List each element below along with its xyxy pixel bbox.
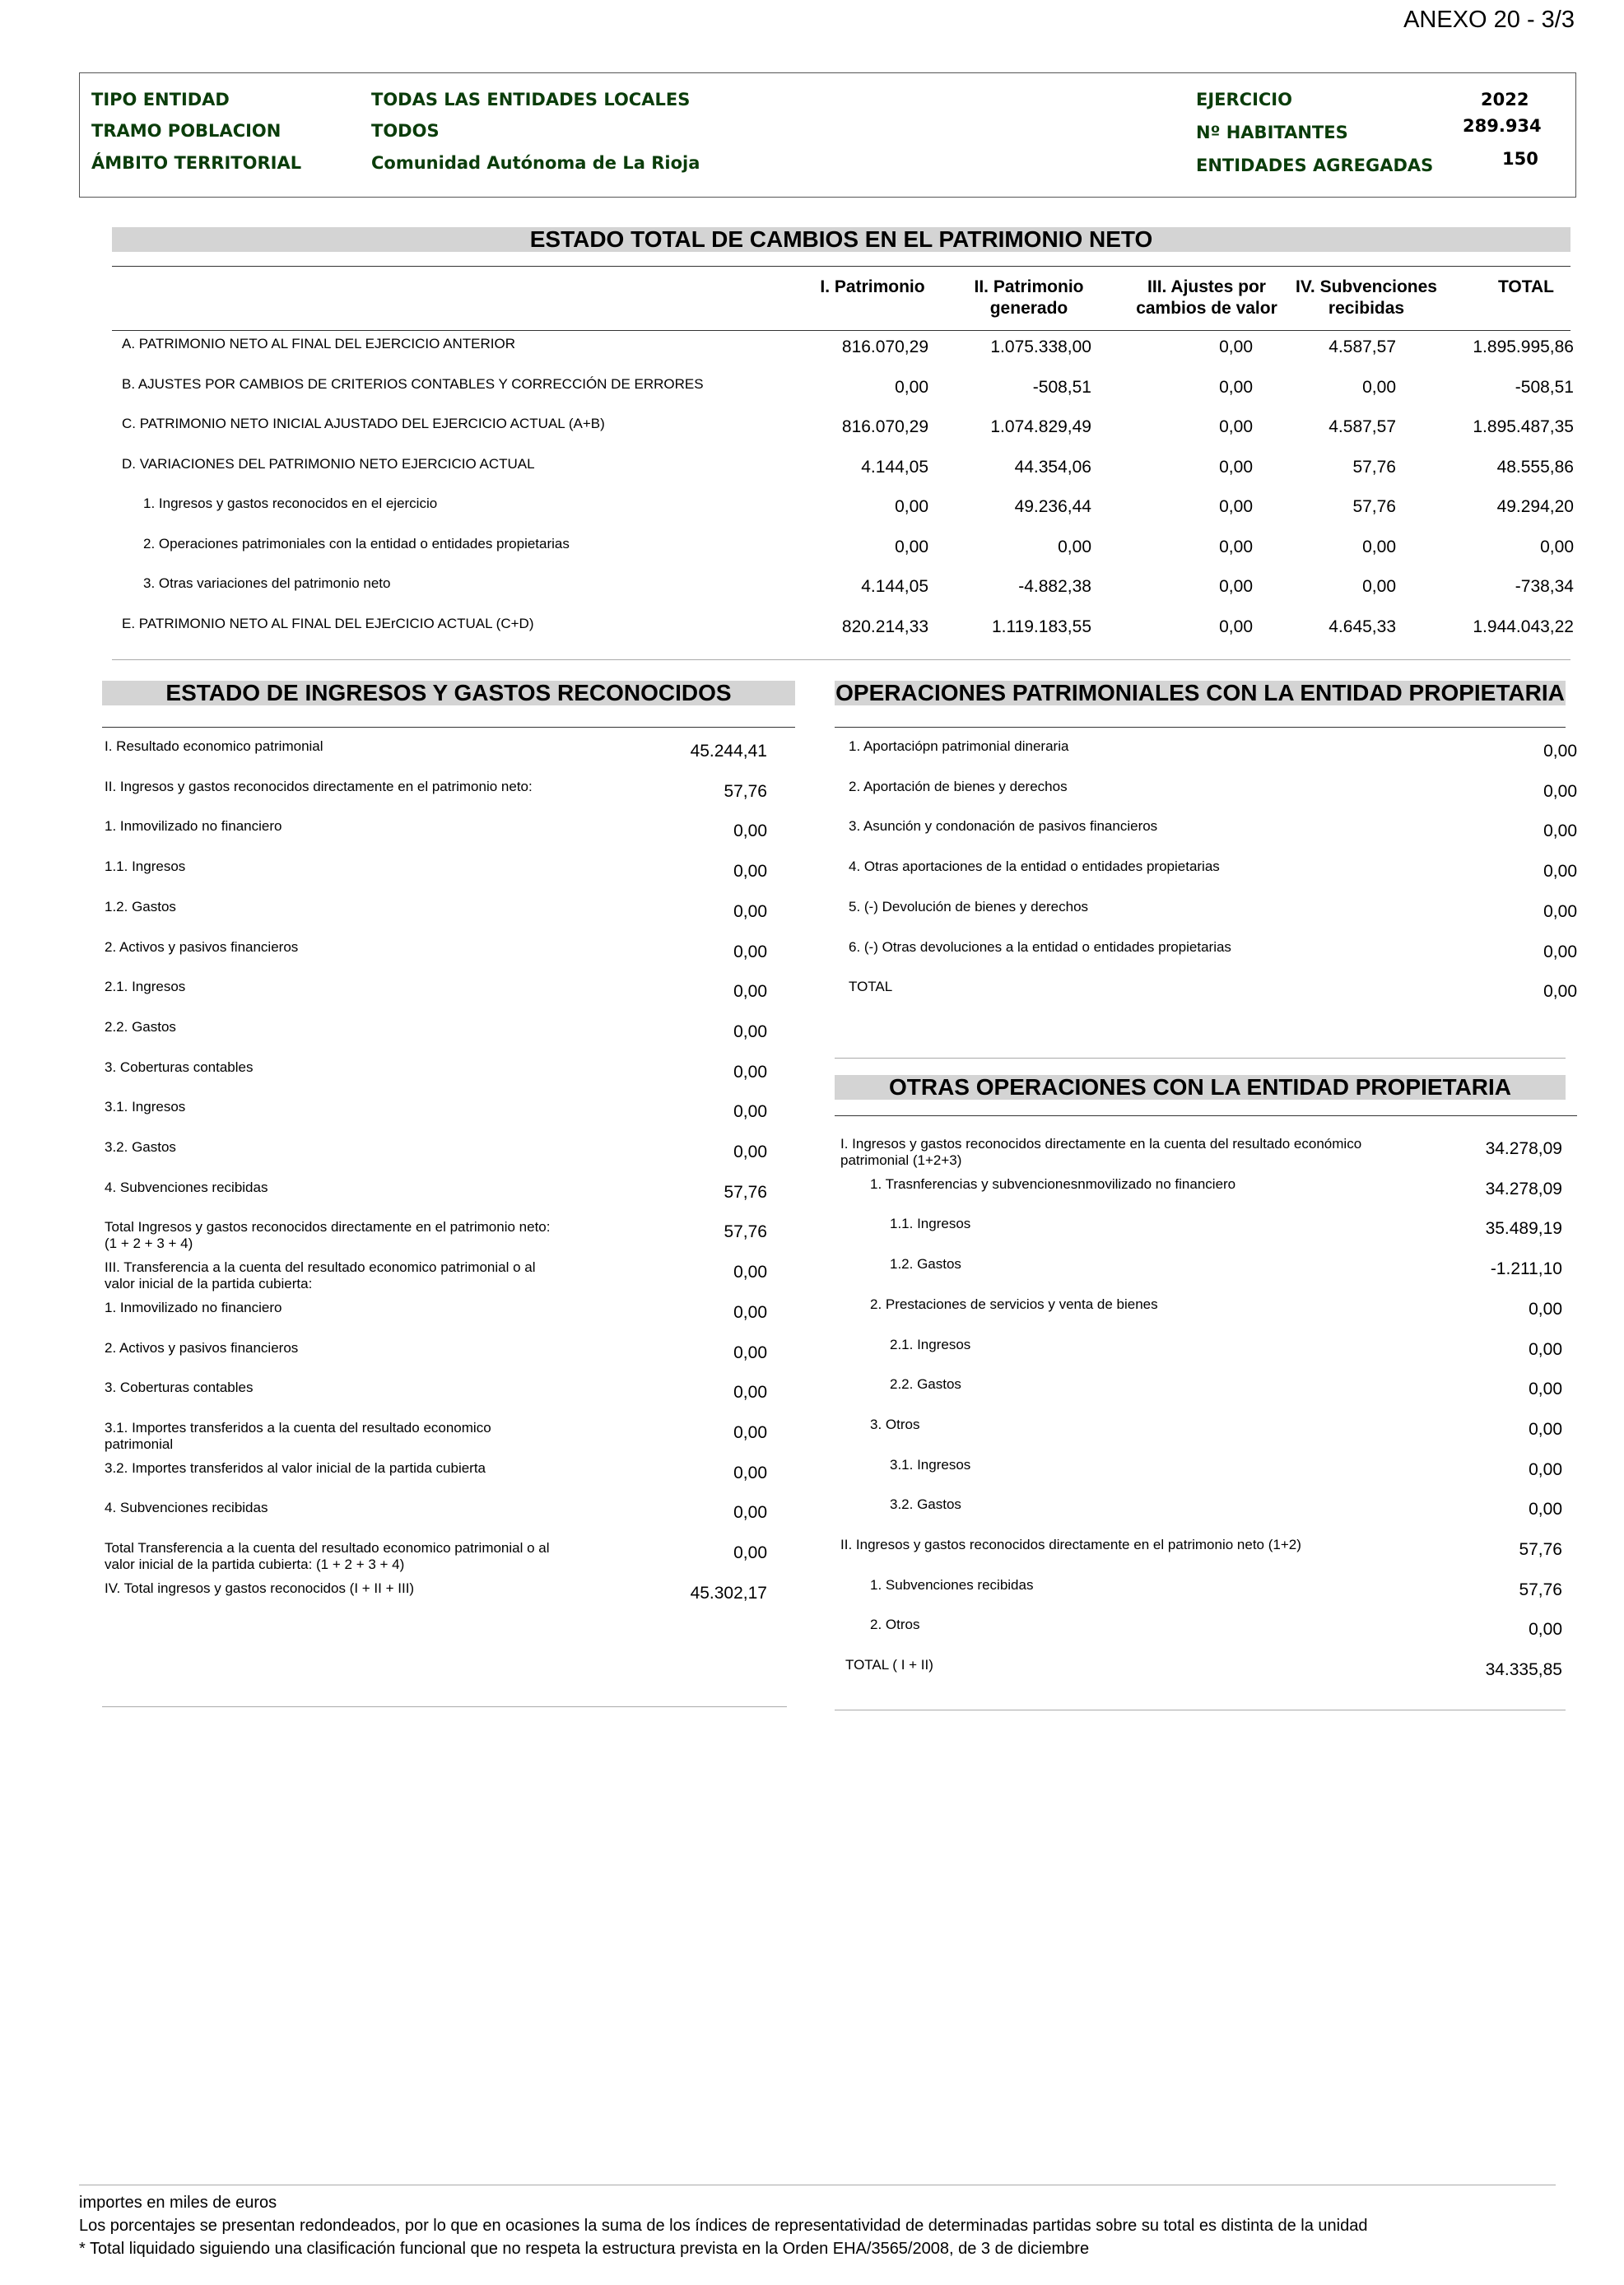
row-value: 44.354,06: [1014, 457, 1091, 477]
item-label: TOTAL: [849, 979, 893, 995]
row-value: 0,00: [1219, 337, 1253, 356]
item-value: 0,00: [733, 1102, 767, 1122]
column-header: IV. Subvenciones recibidas: [1296, 277, 1437, 318]
tipo-entidad-label: TIPO ENTIDAD: [91, 90, 230, 109]
item-label: 2. Prestaciones de servicios y venta de bienes: [870, 1296, 1158, 1312]
row-value: 48.555,86: [1496, 457, 1574, 477]
row-value: 0,00: [1219, 417, 1253, 436]
column-header: I. Patrimonio: [820, 277, 925, 296]
row-value: 820.214,33: [841, 617, 928, 636]
list-item: [0, 1136, 1624, 1172]
row-value: 49.294,20: [1496, 497, 1574, 516]
item-label: 1. Inmovilizado no financiero: [105, 1299, 282, 1315]
item-label: IV. Total ingresos y gastos reconocidos (I + II + III): [105, 1580, 415, 1596]
column-header: TOTAL: [1497, 277, 1555, 296]
item-value: 35.489,19: [1485, 1219, 1562, 1239]
item-label: 2. Otros: [870, 1617, 920, 1633]
item-label: I. Ingresos y gastos reconocidos directamente en la cuenta del resultado económico patrimonial (1+2+3): [840, 1136, 1362, 1168]
item-label: 4. Otras aportaciones de la entidad o entidades propietarias: [849, 859, 1220, 875]
row-value: 0,00: [1058, 537, 1091, 556]
row-value: 0,00: [1219, 377, 1253, 397]
item-value: 57,76: [724, 1222, 767, 1242]
item-label: 2.1. Ingresos: [890, 1336, 971, 1352]
item-label: 5. (-) Devolución de bienes y derechos: [849, 898, 1089, 914]
item-value: 0,00: [733, 1302, 767, 1322]
row-value: 1.944.043,22: [1473, 617, 1574, 636]
item-label: Total Transferencia a la cuenta del resultado economico patrimonial o al valor inicial de la partida cubierta: (1 + 2 + 3 + 4): [105, 1540, 550, 1572]
item-label: Total Ingresos y gastos reconocidos directamente en el patrimonio neto: (1 + 2 + 3 + 4): [105, 1219, 551, 1252]
row-value: 1.895.995,86: [1473, 337, 1574, 356]
row-value: 49.236,44: [1014, 497, 1091, 516]
row-value: 4.587,57: [1329, 337, 1396, 356]
list-item: [0, 1657, 1624, 1693]
item-value: 57,76: [724, 781, 767, 801]
item-label: 2. Activos y pasivos financieros: [105, 938, 299, 955]
item-label: 3. Coberturas contables: [105, 1380, 254, 1396]
row-value: 0,00: [1219, 617, 1253, 636]
item-label: 4. Subvenciones recibidas: [105, 1179, 268, 1195]
item-label: 3. Otros: [870, 1416, 920, 1432]
item-label: 3.1. Ingresos: [890, 1456, 971, 1473]
item-label: 1.2. Gastos: [890, 1256, 961, 1273]
list-item: [0, 1337, 1624, 1373]
item-value: 34.335,85: [1485, 1660, 1562, 1680]
habitantes-label: Nº HABITANTES: [1196, 123, 1348, 142]
entidades-agregadas-value: 150: [1502, 149, 1538, 169]
list-item: [0, 1216, 1624, 1252]
list-item: [0, 1296, 1624, 1333]
row-value: 0,00: [895, 377, 928, 397]
item-value: 34.278,09: [1485, 1179, 1562, 1198]
row-value: 1.074.829,49: [990, 417, 1091, 436]
row-value: 0,00: [1362, 377, 1396, 397]
habitantes-value: 289.934: [1463, 116, 1542, 136]
item-value: 0,00: [1529, 1459, 1562, 1479]
ejercicio-value: 2022: [1481, 90, 1529, 109]
row-value: -738,34: [1515, 577, 1574, 596]
item-value: 0,00: [1543, 942, 1577, 961]
row-label: 2. Operaciones patrimoniales con la entidad o entidades propietarias: [143, 535, 570, 551]
item-label: 2.2. Gastos: [105, 1018, 176, 1035]
item-value: 0,00: [733, 1142, 767, 1161]
item-label: TOTAL ( I + II): [845, 1657, 933, 1673]
column-header: III. Ajustes por cambios de valor: [1136, 277, 1277, 318]
item-value: 0,00: [733, 862, 767, 882]
row-value: 57,76: [1352, 497, 1396, 516]
row-value: -508,51: [1515, 377, 1574, 397]
list-item: [0, 1617, 1624, 1653]
row-value: 1.075.338,00: [990, 337, 1091, 356]
item-value: 0,00: [1529, 1339, 1562, 1359]
item-label: 3. Coberturas contables: [105, 1059, 254, 1075]
item-value: 0,00: [1543, 901, 1577, 921]
entidades-agregadas-label: ENTIDADES AGREGADAS: [1196, 156, 1434, 175]
row-value: 57,76: [1352, 457, 1396, 477]
list-item: [0, 1256, 1624, 1292]
item-label: II. Ingresos y gastos reconocidos directamente en el patrimonio neto:: [105, 778, 533, 794]
item-value: 0,00: [733, 1062, 767, 1082]
ejercicio-label: EJERCICIO: [1196, 90, 1292, 109]
ambito-territorial-value: Comunidad Autónoma de La Rioja: [371, 153, 700, 173]
item-label: 1. Trasnferencias y subvencionesnmovilizado no financiero: [870, 1175, 1236, 1192]
row-label: D. VARIACIONES DEL PATRIMONIO NETO EJERCICIO ACTUAL: [122, 455, 535, 472]
item-label: II. Ingresos y gastos reconocidos directamente en el patrimonio neto (1+2): [840, 1537, 1301, 1552]
ingresos-title: ESTADO DE INGRESOS Y GASTOS RECONOCIDOS: [102, 681, 795, 705]
item-label: I. Resultado economico patrimonial: [105, 738, 323, 754]
item-label: 2.1. Ingresos: [105, 979, 186, 995]
item-label: 1.2. Gastos: [105, 898, 176, 914]
footer-note-units: importes en miles de euros: [79, 2194, 277, 2212]
item-value: -1.211,10: [1490, 1259, 1562, 1279]
row-label: B. AJUSTES POR CAMBIOS DE CRITERIOS CONTABLES Y CORRECCIÓN DE ERRORES: [122, 375, 704, 392]
row-value: 0,00: [895, 537, 928, 556]
row-label: 3. Otras variaciones del patrimonio neto: [143, 575, 391, 591]
item-label: 3.1. Ingresos: [105, 1099, 186, 1115]
row-value: -508,51: [1032, 377, 1091, 397]
item-value: 0,00: [733, 821, 767, 841]
item-value: 0,00: [733, 1343, 767, 1362]
item-label: 3.2. Importes transferidos al valor inicial de la partida cubierta: [105, 1459, 486, 1476]
item-value: 0,00: [1543, 821, 1577, 841]
annex-label: ANEXO 20 - 3/3: [1403, 7, 1575, 33]
list-item: [0, 1457, 1624, 1493]
row-value: 0,00: [1219, 537, 1253, 556]
list-item: [0, 1417, 1624, 1453]
item-value: 0,00: [733, 982, 767, 1002]
item-label: III. Transferencia a la cuenta del resultado economico patrimonial o al valor inicial de la partida cubierta:: [105, 1259, 536, 1292]
item-label: 6. (-) Otras devoluciones a la entidad o entidades propietarias: [849, 938, 1231, 955]
tramo-poblacion-value: TODOS: [371, 121, 440, 141]
item-value: 45.302,17: [690, 1583, 767, 1603]
item-value: 34.278,09: [1485, 1139, 1562, 1158]
footer-note-rounding: Los porcentajes se presentan redondeados, por lo que en ocasiones la suma de los índices de representatividad de determinadas partidas sobre su total es distinta de la unidad: [79, 2217, 1368, 2235]
list-item: [0, 1537, 1624, 1573]
item-value: 0,00: [733, 1503, 767, 1523]
item-value: 0,00: [1543, 781, 1577, 801]
item-value: 0,00: [733, 1422, 767, 1442]
row-value: 0,00: [1540, 537, 1574, 556]
otras-title: OTRAS OPERACIONES CON LA ENTIDAD PROPIETARIA: [835, 1075, 1566, 1100]
item-value: 0,00: [1529, 1620, 1562, 1640]
row-label: C. PATRIMONIO NETO INICIAL AJUSTADO DEL EJERCICIO ACTUAL (A+B): [122, 416, 605, 431]
item-value: 0,00: [1529, 1380, 1562, 1399]
footer-notes: [79, 2191, 1367, 2260]
row-value: 816.070,29: [841, 337, 928, 356]
row-value: 4.587,57: [1329, 417, 1396, 436]
row-value: 4.645,33: [1329, 617, 1396, 636]
row-value: 0,00: [1219, 497, 1253, 516]
item-value: 0,00: [733, 1263, 767, 1282]
list-item: [0, 1577, 1624, 1613]
item-label: 3.1. Importes transferidos a la cuenta del resultado economico patrimonial: [105, 1419, 491, 1452]
item-label: 1. Inmovilizado no financiero: [105, 818, 282, 835]
item-label: 2.2. Gastos: [890, 1376, 961, 1393]
item-value: 0,00: [733, 901, 767, 921]
item-value: 0,00: [733, 942, 767, 961]
item-value: 0,00: [1543, 982, 1577, 1002]
item-value: 0,00: [733, 1022, 767, 1041]
row-label: A. PATRIMONIO NETO AL FINAL DEL EJERCICIO ANTERIOR: [122, 336, 515, 351]
item-value: 45.244,41: [690, 742, 767, 761]
column-header: II. Patrimonio generado: [974, 277, 1084, 318]
row-value: 1.119.183,55: [991, 617, 1091, 636]
item-label: 1. Subvenciones recibidas: [870, 1576, 1034, 1593]
item-value: 0,00: [733, 1383, 767, 1403]
item-value: 57,76: [1519, 1580, 1562, 1599]
ambito-territorial-label: ÁMBITO TERRITORIAL: [91, 153, 302, 173]
row-label: 1. Ingresos y gastos reconocidos en el ejercicio: [143, 496, 438, 511]
footer-note-classification: * Total liquidado siguiendo una clasificación funcional que no respeta la estructura prevista en la Orden EHA/3565/2008, de 3 de diciembre: [79, 2240, 1090, 2258]
operaciones-title: OPERACIONES PATRIMONIALES CON LA ENTIDAD PROPIETARIA: [835, 680, 1565, 705]
item-value: 57,76: [1519, 1540, 1562, 1559]
item-value: 0,00: [733, 1543, 767, 1562]
row-value: 1.895.487,35: [1473, 417, 1574, 436]
list-item: [0, 1376, 1624, 1412]
item-value: 0,00: [1529, 1299, 1562, 1319]
row-value: 0,00: [1219, 457, 1253, 477]
item-value: 0,00: [1529, 1419, 1562, 1439]
row-value: 0,00: [1362, 577, 1396, 596]
item-label: 3.2. Gastos: [890, 1496, 961, 1513]
item-value: 57,76: [724, 1182, 767, 1202]
row-value: 4.144,05: [861, 457, 928, 477]
list-item: [0, 1496, 1624, 1533]
item-label: 3.2. Gastos: [105, 1139, 176, 1155]
item-label: 1. Aportaciópn patrimonial dineraria: [849, 738, 1069, 754]
row-value: 4.144,05: [861, 577, 928, 596]
row-value: 0,00: [895, 497, 928, 516]
item-label: 3. Asunción y condonación de pasivos financieros: [849, 818, 1158, 835]
cambios-title: ESTADO TOTAL DE CAMBIOS EN EL PATRIMONIO NETO: [112, 227, 1570, 252]
row-label: E. PATRIMONIO NETO AL FINAL DEL EJErCICIO ACTUAL (C+D): [122, 615, 534, 631]
list-item: [0, 1176, 1624, 1212]
row-value: 0,00: [1362, 537, 1396, 556]
row-value: 816.070,29: [841, 417, 928, 436]
item-label: 4. Subvenciones recibidas: [105, 1500, 268, 1516]
tramo-poblacion-label: TRAMO POBLACION: [91, 121, 282, 141]
row-value: 0,00: [1219, 577, 1253, 596]
item-value: 0,00: [733, 1463, 767, 1482]
row-value: -4.882,38: [1018, 577, 1091, 596]
item-label: 1.1. Ingresos: [105, 859, 186, 875]
item-value: 0,00: [1529, 1500, 1562, 1519]
item-value: 0,00: [1543, 862, 1577, 882]
tipo-entidad-value: TODAS LAS ENTIDADES LOCALES: [371, 90, 691, 109]
item-label: 2. Aportación de bienes y derechos: [849, 778, 1068, 794]
item-label: 1.1. Ingresos: [890, 1216, 971, 1232]
item-value: 0,00: [1543, 742, 1577, 761]
item-label: 2. Activos y pasivos financieros: [105, 1339, 299, 1356]
